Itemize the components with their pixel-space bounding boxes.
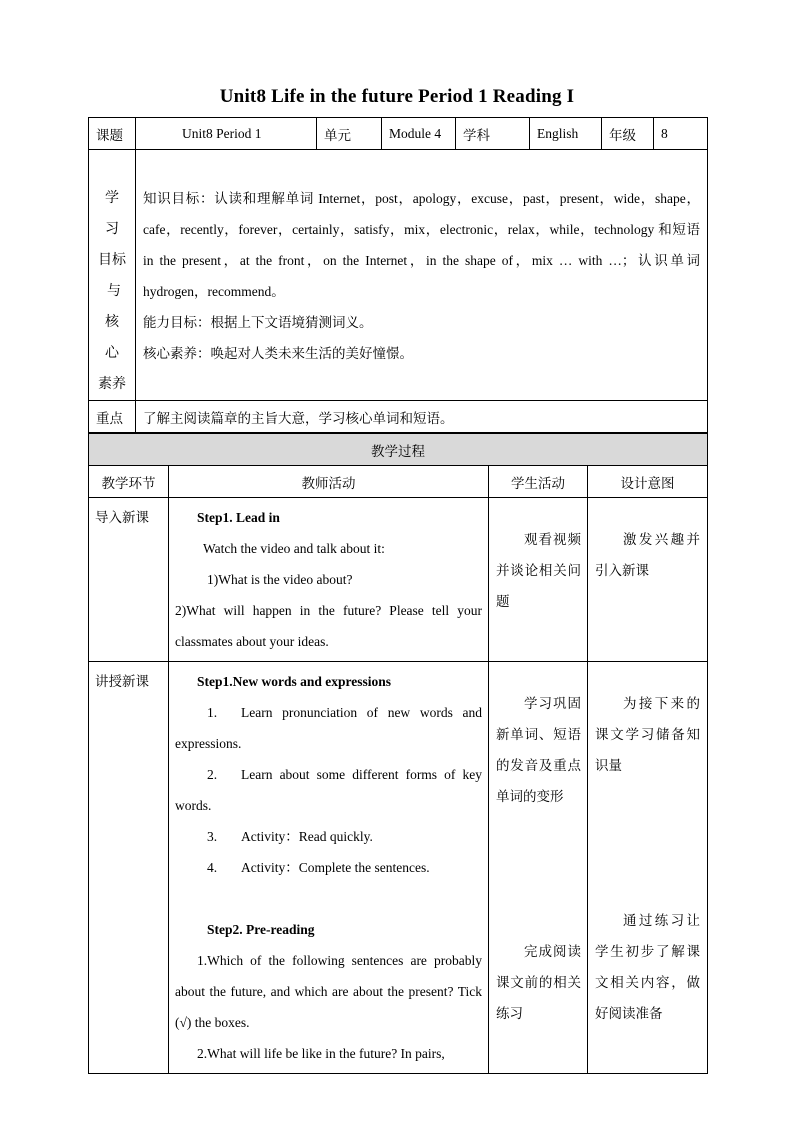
table-row <box>89 498 708 662</box>
header-design: 设计意图 <box>588 466 708 498</box>
process-band: 教学过程 <box>89 434 708 466</box>
student-activity-new-lesson: 学习巩固新单词、短语的发音及重点单词的变形 完成阅读课文前的相关练习 <box>489 662 588 1074</box>
key-point-label: 重点 <box>89 401 136 433</box>
grade-label: 年级 <box>602 118 654 150</box>
key-point-value: 了解主阅读篇章的主旨大意，学习核心单词和短语。 <box>136 401 708 433</box>
subject-label: 学科 <box>456 118 530 150</box>
topic-label: 课题 <box>89 118 136 150</box>
header-teacher: 教师活动 <box>169 466 489 498</box>
unit-label: 单元 <box>317 118 382 150</box>
teaching-process-table <box>88 433 708 1074</box>
unit-value: Module 4 <box>382 118 456 150</box>
header-student: 学生活动 <box>489 466 588 498</box>
page-title: Unit8 Life in the future Period 1 Reading I <box>219 86 575 107</box>
stage-new-lesson: 讲授新课 <box>89 662 169 1074</box>
student-activity-lead-in: 观看视频并谈论相关问题 <box>489 498 588 662</box>
table-row <box>89 662 708 1074</box>
teacher-activity-new-lesson: Step1.New words and expressions 1. Learn pronunciation of new words and expressions. 2. Learn about some different forms of key words. 3. Activity：Read quickly. 4. Activity：Complete the sentences. Step2. Pre-reading 1.Which of the following sentences are probably about the future, and which are about the present? Tick (√) the boxes. 2.What will life be like in the future? In pairs, <box>169 662 489 1074</box>
teacher-activity-lead-in: Step1. Lead in Watch the video and talk about it: 1)What is the video about? 2)What will happen in the future? Please tell your classmates about your ideas. <box>169 498 489 662</box>
stage-lead-in: 导入新课 <box>89 498 169 662</box>
design-intent-lead-in: 激发兴趣并引入新课 <box>588 498 708 662</box>
lesson-info-table <box>88 117 708 465</box>
header-stage: 教学环节 <box>89 466 169 498</box>
goals-label: 学习 目标 与 核心 素养 <box>89 150 136 401</box>
ability-goal: 能力目标：根据上下文语境猜测词义。 <box>143 315 373 330</box>
core-goal: 核心素养：唤起对人类未来生活的美好憧憬。 <box>143 346 413 361</box>
knowledge-goal: 知识目标：认读和理解单词 Internet，post，apology，excuse，past，present，wide，shape，cafe，recently，forever，certainly，satisfy，mix，electronic，relax，while，technology 和短语 in the present，at the front，on the Internet，in the shape of，mix … with …；认识单词 hydrogen，recommend。 <box>143 191 700 299</box>
design-intent-new-lesson: 为接下来的课文学习储备知识量 通过练习让学生初步了解课文相关内容，做好阅读准备 <box>588 662 708 1074</box>
grade-value: 8 <box>654 118 708 150</box>
subject-value: English <box>530 118 602 150</box>
goals-content <box>136 150 708 401</box>
topic-value: Unit8 Period 1 <box>136 118 317 150</box>
